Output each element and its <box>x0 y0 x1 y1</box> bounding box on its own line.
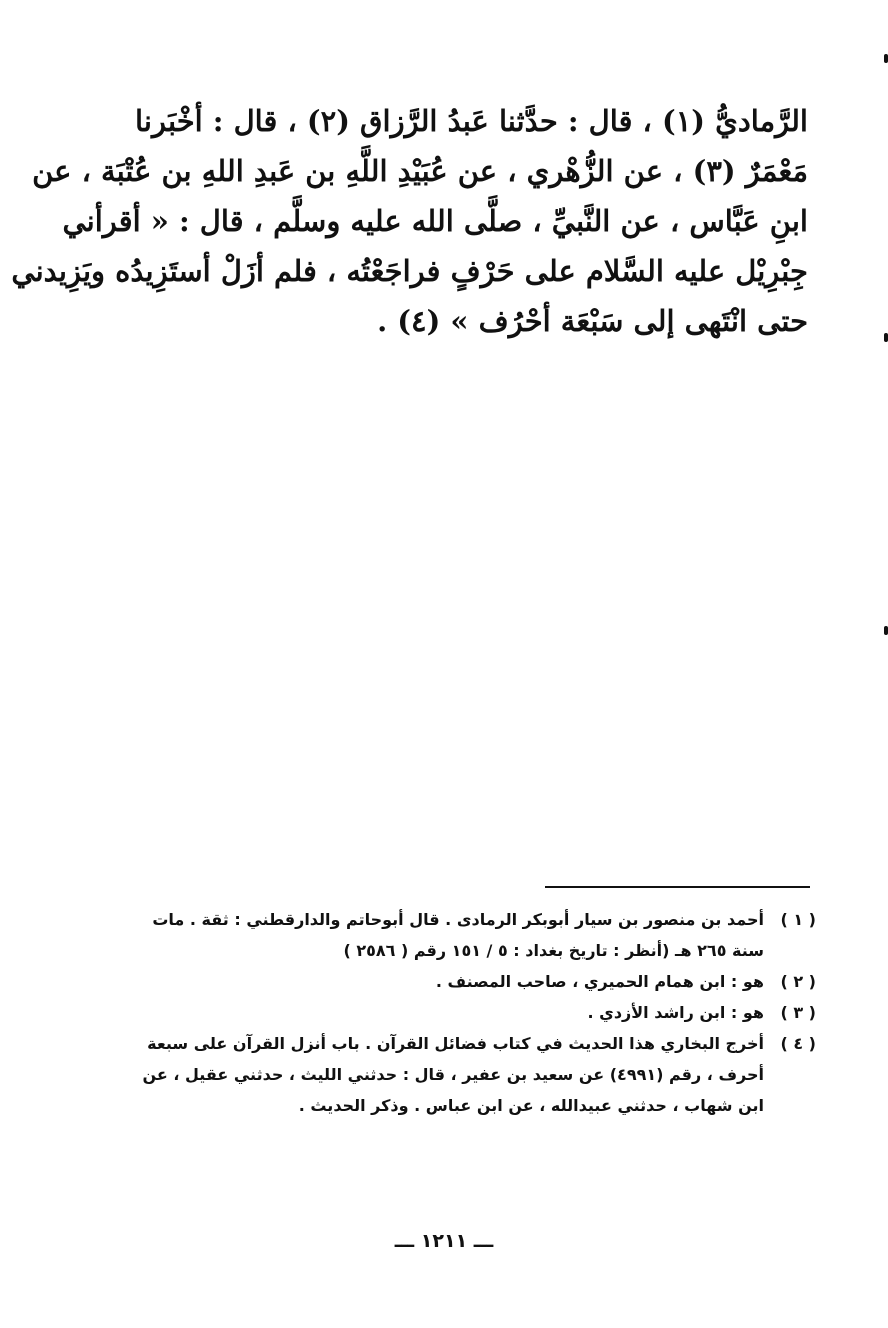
footnote-line: أحرف ، رقم (٤٩٩١) عن سعيد بن عفير ، قال : حدثني الليث ، حدثني عقيل ، عن <box>142 1065 764 1084</box>
footnote-line: أحمد بن منصور بن سيار أبوبكر الرمادى . قال أبوحاتم والدارقطني : ثقة . مات <box>152 910 764 929</box>
footnote-separator <box>545 886 810 888</box>
main-text-line: الرَّماديُّ (١) ، قال : حدَّثنا عَبدُ الرَّزاق (٢) ، قال : أخْبَرنا <box>135 104 808 138</box>
footnote-number: ( ٤ ) <box>780 1034 816 1053</box>
footnote-body <box>126 997 764 1028</box>
footnote-2 <box>126 966 816 997</box>
footnotes-block <box>126 904 816 1121</box>
footnote-number: ( ٢ ) <box>780 972 816 991</box>
footnote-3 <box>126 997 816 1028</box>
page-number: ـــ ١٢١١ ـــ <box>394 1230 494 1252</box>
footnote-number: ( ٣ ) <box>780 1003 816 1022</box>
scan-edge-mark <box>884 333 888 342</box>
footnote-4 <box>126 1028 816 1121</box>
footnote-body <box>126 904 764 966</box>
footnote-1 <box>126 904 816 966</box>
main-text-line: حتى انْتَهى إلى سَبْعَة أحْرُف » (٤) . <box>377 304 808 338</box>
scan-edge-mark <box>884 626 888 635</box>
footnote-line: هو : ابن همام الحميري ، صاحب المصنف . <box>435 972 764 991</box>
scan-edge-mark <box>884 54 888 63</box>
footnote-line: سنة ٢٦٥ هـ (أنظر : تاريخ بغداد : ٥ / ١٥١ رقم ( ٢٥٨٦ ) <box>343 941 764 960</box>
main-text-line: جِبْرِيْل عليه السَّلام على حَرْفٍ فراجَعْتُه ، فلم أزَلْ أستَزِيدُه ويَزِيدني <box>11 254 808 288</box>
main-text-line: ابنِ عَبَّاس ، عن النَّبيِّ ، صلَّى الله عليه وسلَّم ، قال : « أقرأني <box>62 204 808 238</box>
footnote-body <box>126 1028 764 1121</box>
footnote-line: هو : ابن راشد الأزدي . <box>587 1003 764 1022</box>
main-text-line: مَعْمَرٌ (٣) ، عن الزُّهْري ، عن عُبَيْدِ اللَّهِ بن عَبدِ اللهِ بن عُتْبَة ، عن <box>32 154 808 188</box>
main-text-block <box>11 96 808 346</box>
footnote-line: أخرج البخاري هذا الحديث في كتاب فضائل القرآن . باب أنزل القرآن على سبعة <box>147 1034 764 1053</box>
footnote-line: ابن شهاب ، حدثني عبيدالله ، عن ابن عباس . وذكر الحديث . <box>298 1096 764 1115</box>
footnote-number: ( ١ ) <box>780 910 816 929</box>
footnote-body <box>126 966 764 997</box>
